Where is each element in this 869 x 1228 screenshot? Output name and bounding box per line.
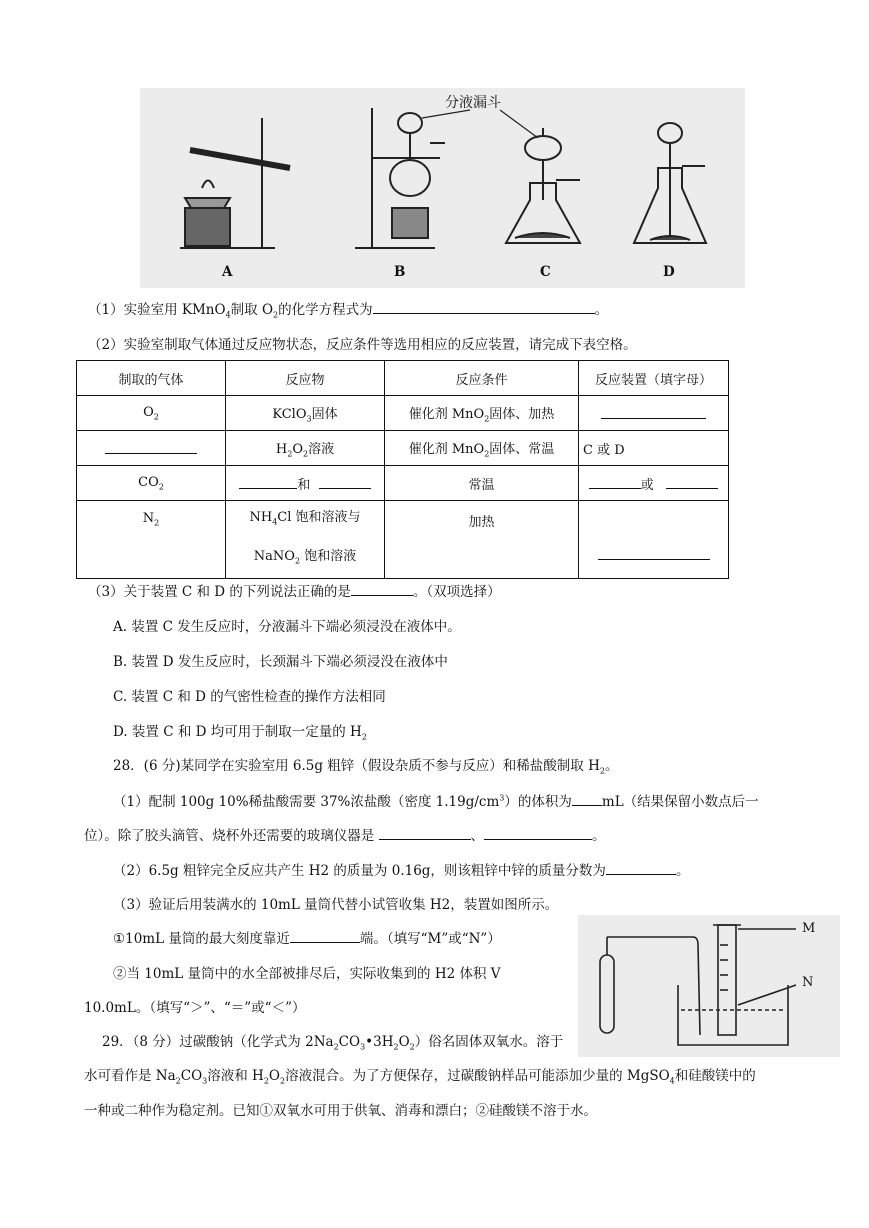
question-3: （3）关于装置 C 和 D 的下列说法正确的是 。（双项选择） <box>88 580 501 600</box>
answer-blank-co2-reactant-2[interactable] <box>319 474 371 489</box>
apparatus-a <box>180 118 290 248</box>
answer-blank-mn[interactable] <box>290 928 360 943</box>
option-c: C. 装置 C 和 D 的气密性检查的操作方法相同 <box>113 689 386 705</box>
apparatus-b <box>355 108 445 248</box>
collection-apparatus-figure <box>578 915 840 1057</box>
answer-blank-co2-device-1[interactable] <box>589 474 641 489</box>
answer-blank-equation[interactable] <box>373 299 595 314</box>
apparatus-d <box>634 123 706 243</box>
apparatus-drawing <box>140 88 745 288</box>
question-2: （2）实验室制取气体通过反应物状态，反应条件等选用相应的反应装置，请完成下表空格。 <box>88 337 637 353</box>
answer-blank-device-o2[interactable] <box>601 404 706 419</box>
label-d: D <box>663 264 675 280</box>
answer-blank-q3[interactable] <box>351 581 413 596</box>
apparatus-figure <box>140 88 745 288</box>
option-b: B. 装置 D 发生反应时，长颈漏斗下端必须浸没在液体中 <box>113 654 448 670</box>
label-c: C <box>540 264 551 280</box>
label-m: M <box>802 921 816 936</box>
question-28-part3a: ①10mL 量筒的最大刻度靠近 端。（填写“M”或“N”） <box>113 927 501 947</box>
option-a: A. 装置 C 发生反应时，分液漏斗下端必须浸没在液体中。 <box>113 619 461 635</box>
answer-blank-co2-reactant-1[interactable] <box>239 474 297 489</box>
question-28-part1b: 位）。除了胶头滴管、烧杯外还需要的玻璃仪器是 、 。 <box>84 824 606 844</box>
label-n: N <box>802 975 814 990</box>
label-a: A <box>222 264 233 280</box>
question-28-part3c: 10.0mL。（填写“＞”、“＝”或“＜”） <box>84 1000 306 1016</box>
gas-preparation-table <box>76 360 729 579</box>
option-d: D. 装置 C 和 D 均可用于制取一定量的 $H_2$ <box>113 724 367 742</box>
question-28-part1a: （1）配制 100g 10%稀盐酸需要 37%浓盐酸（密度 $1.19g/cm^3$）的体积为 mL（结果保留小数点后一 <box>113 790 759 810</box>
question-29-line2: 水可看作是 $Na_2CO_3$溶液和 $H_2O_2$溶液混合。为了方便保存，过碳酸钠样品可能添加少量的 MgSO$_4$和硅酸镁中的 <box>84 1068 756 1086</box>
answer-blank-volume[interactable] <box>572 791 602 806</box>
question-28-part3: （3）验证后用装满水的 10mL 量筒代替小试管收集 H2，装置如图所示。 <box>113 897 559 913</box>
answer-blank-glassware-2[interactable] <box>484 825 592 840</box>
answer-blank-zinc-percentage[interactable] <box>606 860 676 875</box>
table-row: $O_2$ KClO$_3$固体 催化剂 MnO$_2$固体、加热 <box>77 396 729 431</box>
answer-blank-glassware-1[interactable] <box>379 825 471 840</box>
table-row: $CO_2$ 和 常温 或 <box>77 466 729 501</box>
table-row: $H_2O_2$溶液 催化剂 MnO$_2$固体、常温 C 或 D <box>77 431 729 466</box>
answer-blank-device-n2[interactable] <box>598 545 710 560</box>
question-1: （1）实验室用 KMnO$_4$制取 $O_2$的化学方程式为 。 <box>88 298 608 320</box>
collection-apparatus-drawing <box>578 915 840 1057</box>
question-29-line1: 29．（8 分）过碳酸钠（化学式为 $2Na_2CO_3•3H_2O_2$）俗名固体双氧水。溶于 <box>102 1034 564 1052</box>
question-29-line3: 一种或二种作为稳定剂。已知①双氧水可用于供氧、消毒和漂白；②硅酸镁不溶于水。 <box>84 1103 597 1119</box>
table-header-row: 制取的气体 反应物 反应条件 反应装置（填字母） <box>77 361 729 396</box>
table-row: $N_2$ $NH_4Cl$ 饱和溶液与 NaNO$_2$ 饱和溶液 加热 <box>77 501 729 579</box>
callout-separating-funnel: 分液漏斗 <box>445 95 501 111</box>
apparatus-c <box>506 128 580 243</box>
answer-blank-co2-device-2[interactable] <box>666 474 718 489</box>
label-b: B <box>394 264 406 280</box>
question-28-title: 28．(6 分)某同学在实验室用 6.5g 粗锌（假设杂质不参与反应）和稀盐酸制取 $H_2$。 <box>113 758 619 776</box>
question-28-part3b: ②当 10mL 量筒中的水全部被排尽后，实际收集到的 H2 体积 V <box>113 966 501 982</box>
answer-blank-gas-row2[interactable] <box>105 439 197 454</box>
question-28-part2: （2）6.5g 粗锌完全反应共产生 H2 的质量为 0.16g，则该粗锌中锌的质量分数为 。 <box>113 859 689 879</box>
